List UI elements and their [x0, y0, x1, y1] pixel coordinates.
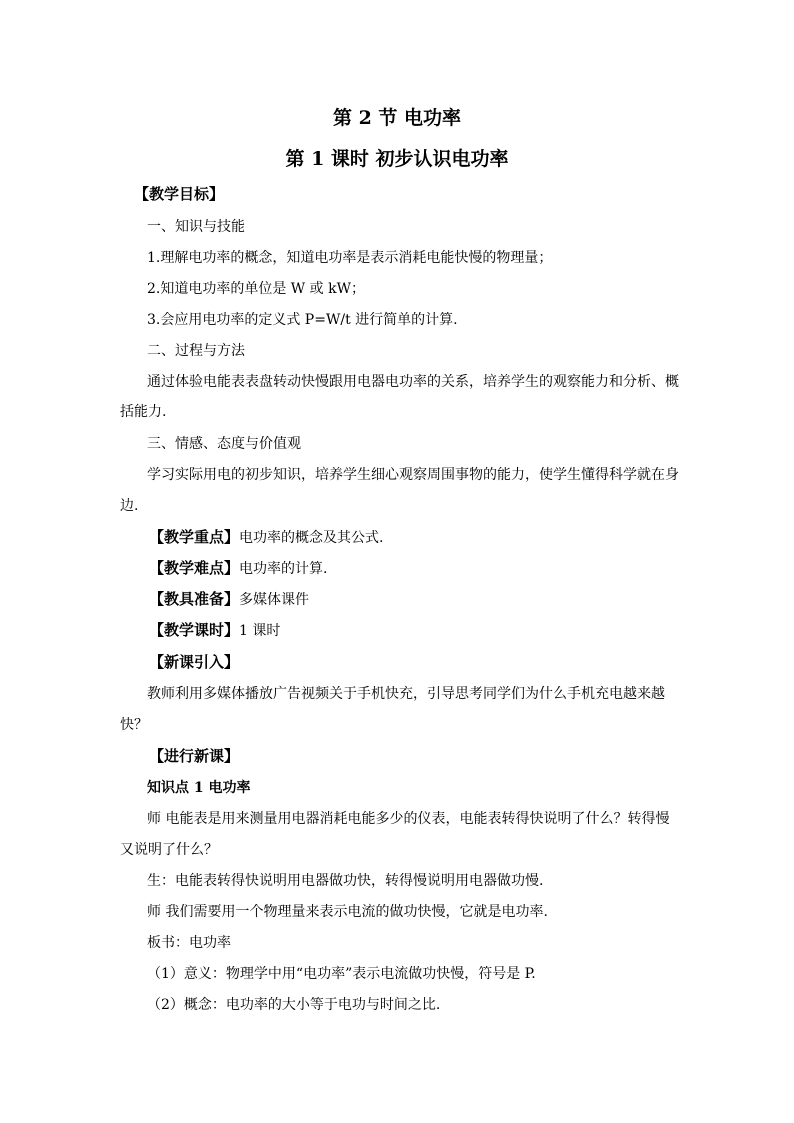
materials-row: [149, 589, 709, 610]
objective-item-1: 1.理解电功率的概念，知道电功率是表示消耗电能快慢的物理量；: [147, 250, 553, 266]
hours-text: 1 课时: [239, 623, 281, 639]
student-answer: 生：电能表转得快说明用电器做功快，转得慢说明用电器做功慢.: [147, 873, 544, 889]
board-writing: 板书：电功率: [147, 935, 231, 951]
knowledge-point-title: 知识点 1 电功率: [147, 780, 251, 796]
hours-row: [149, 620, 709, 641]
difficulty-row: [149, 558, 709, 579]
part2-paragraph-line1: 通过体验电能表表盘转动快慢跟用电器电功率的关系，培养学生的观察能力和分析、概: [147, 374, 679, 390]
key-points-label: 【教学重点】: [149, 528, 240, 546]
objective-item-2: 2.知道电功率的单位是 W 或 kW；: [147, 281, 365, 297]
teacher-question-line2: 又说明了什么？: [120, 842, 218, 858]
objectives-heading: 【教学目标】: [134, 185, 225, 203]
new-lesson-heading: 【进行新课】: [149, 747, 240, 765]
teacher-question-line1: 师 电能表是用来测量用电器消耗电能多少的仪表，电能表转得快说明了什么？转得慢: [147, 811, 670, 827]
hours-label: 【教学课时】: [149, 621, 240, 639]
key-points-row: [149, 527, 709, 548]
part1-title: 一、知识与技能: [147, 219, 245, 235]
part3-title: 三、情感、态度与价值观: [147, 436, 301, 452]
intro-paragraph-line2: 快？: [120, 717, 148, 733]
part3-paragraph-line2: 边.: [120, 498, 139, 514]
intro-paragraph-line1: 教师利用多媒体播放广告视频关于手机快充，引导思考同学们为什么手机充电越来越: [147, 686, 665, 702]
intro-heading: 【新课引入】: [149, 653, 240, 671]
lesson-title: 第 1 课时 初步认识电功率: [285, 148, 509, 170]
part2-title: 二、过程与方法: [147, 343, 245, 359]
part3-paragraph-line1: 学习实际用电的初步知识，培养学生细心观察周围事物的能力，使学生懂得科学就在身: [147, 467, 679, 483]
part2-paragraph-line2: 括能力.: [120, 404, 167, 420]
difficulty-label: 【教学难点】: [149, 559, 240, 577]
definition-concept: （2）概念：电功率的大小等于电功与时间之比.: [147, 997, 441, 1013]
teacher-statement: 师 我们需要用一个物理量来表示电流的做功快慢，它就是电功率.: [147, 904, 548, 920]
objective-item-3: 3.会应用电功率的定义式 P=W/t 进行简单的计算.: [147, 312, 458, 328]
key-points-text: 电功率的概念及其公式.: [239, 530, 384, 546]
materials-label: 【教具准备】: [149, 590, 240, 608]
difficulty-text: 电功率的计算.: [239, 561, 328, 577]
section-title: 第 2 节 电功率: [332, 107, 462, 129]
materials-text: 多媒体课件: [239, 592, 310, 608]
definition-meaning: （1）意义：物理学中用“电功率”表示电流做功快慢，符号是 P.: [147, 966, 536, 982]
